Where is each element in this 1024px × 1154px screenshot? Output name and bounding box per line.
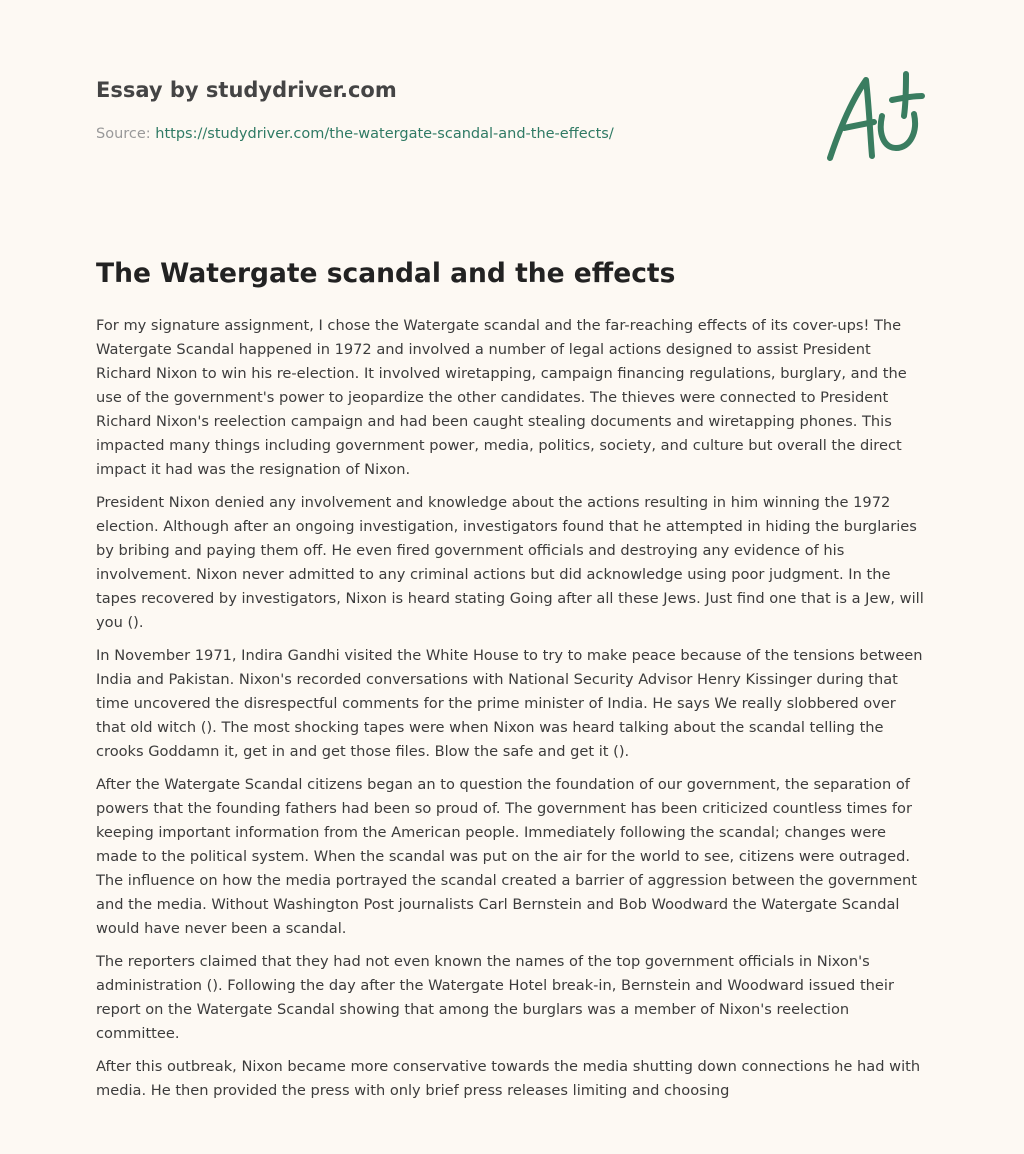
source-link[interactable]: https://studydriver.com/the-watergate-scandal-and-the-effects/ xyxy=(155,126,614,142)
essay-body xyxy=(96,314,930,1112)
site-title: Essay by studydriver.com xyxy=(96,78,397,102)
a-plus-logo-icon xyxy=(822,66,930,166)
essay-paragraph: In November 1971, Indira Gandhi visited the White House to try to make peace because of the tensions between India and Pakistan. Nixon's recorded conversations with National Security Advisor Henry Kissinger during that time uncovered the disrespectful comments for the prime minister of India. He says We really slobbered over that old witch (). The most shocking tapes were when Nixon was heard talking about the scandal telling the crooks Goddamn it, get in and get those files. Blow the safe and get it (). xyxy=(96,647,923,760)
essay-header xyxy=(96,76,796,144)
essay-paragraph: President Nixon denied any involvement and knowledge about the actions resulting in him winning the 1972 election. Although after an ongoing investigation, investigators found that he attempted in hiding the burglaries by bribing and paying them off. He even fired government officials and destroying any evidence of his involvement. Nixon never admitted to any criminal actions but did acknowledge using poor judgment. In the tapes recovered by investigators, Nixon is heard stating Going after all these Jews. Just find one that is a Jew, will you (). xyxy=(96,494,924,631)
essay-title: The Watergate scandal and the effects xyxy=(96,258,676,289)
source-label: Source: xyxy=(96,126,156,142)
source-line xyxy=(96,124,796,144)
essay-paragraph: After this outbreak, Nixon became more conservative towards the media shutting down connections he had with media. He then provided the press with only brief press releases limiting and choosing xyxy=(96,1058,921,1099)
essay-paragraph: The reporters claimed that they had not even known the names of the top government officials in Nixon's administration (). Following the day after the Watergate Hotel break-in, Bernstein and Woodward issued their report on the Watergate Scandal showing that among the burglars was a member of Nixon's reelection committee. xyxy=(96,953,894,1042)
essay-paragraph: After the Watergate Scandal citizens began an to question the foundation of our government, the separation of powers that the founding fathers had been so proud of. The government has been criticized countless times for keeping important information from the American people. Immediately following the scandal; changes were made to the political system. When the scandal was put on the air for the world to see, citizens were outraged. The influence on how the media portrayed the scandal created a barrier of aggression between the government and the media. Without Washington Post journalists Carl Bernstein and Bob Woodward the Watergate Scandal would have never been a scandal. xyxy=(96,776,917,937)
essay-paragraph: For my signature assignment, I chose the Watergate scandal and the far-reaching effects of its cover-ups! The Watergate Scandal happened in 1972 and involved a number of legal actions designed to assist President Richard Nixon to win his re-election. It involved wiretapping, campaign financing regulations, burglary, and the use of the government's power to jeopardize the other candidates. The thieves were connected to President Richard Nixon's reelection campaign and had been caught stealing documents and wiretapping phones. This impacted many things including government power, media, politics, society, and culture but overall the direct impact it had was the resignation of Nixon. xyxy=(96,317,907,478)
